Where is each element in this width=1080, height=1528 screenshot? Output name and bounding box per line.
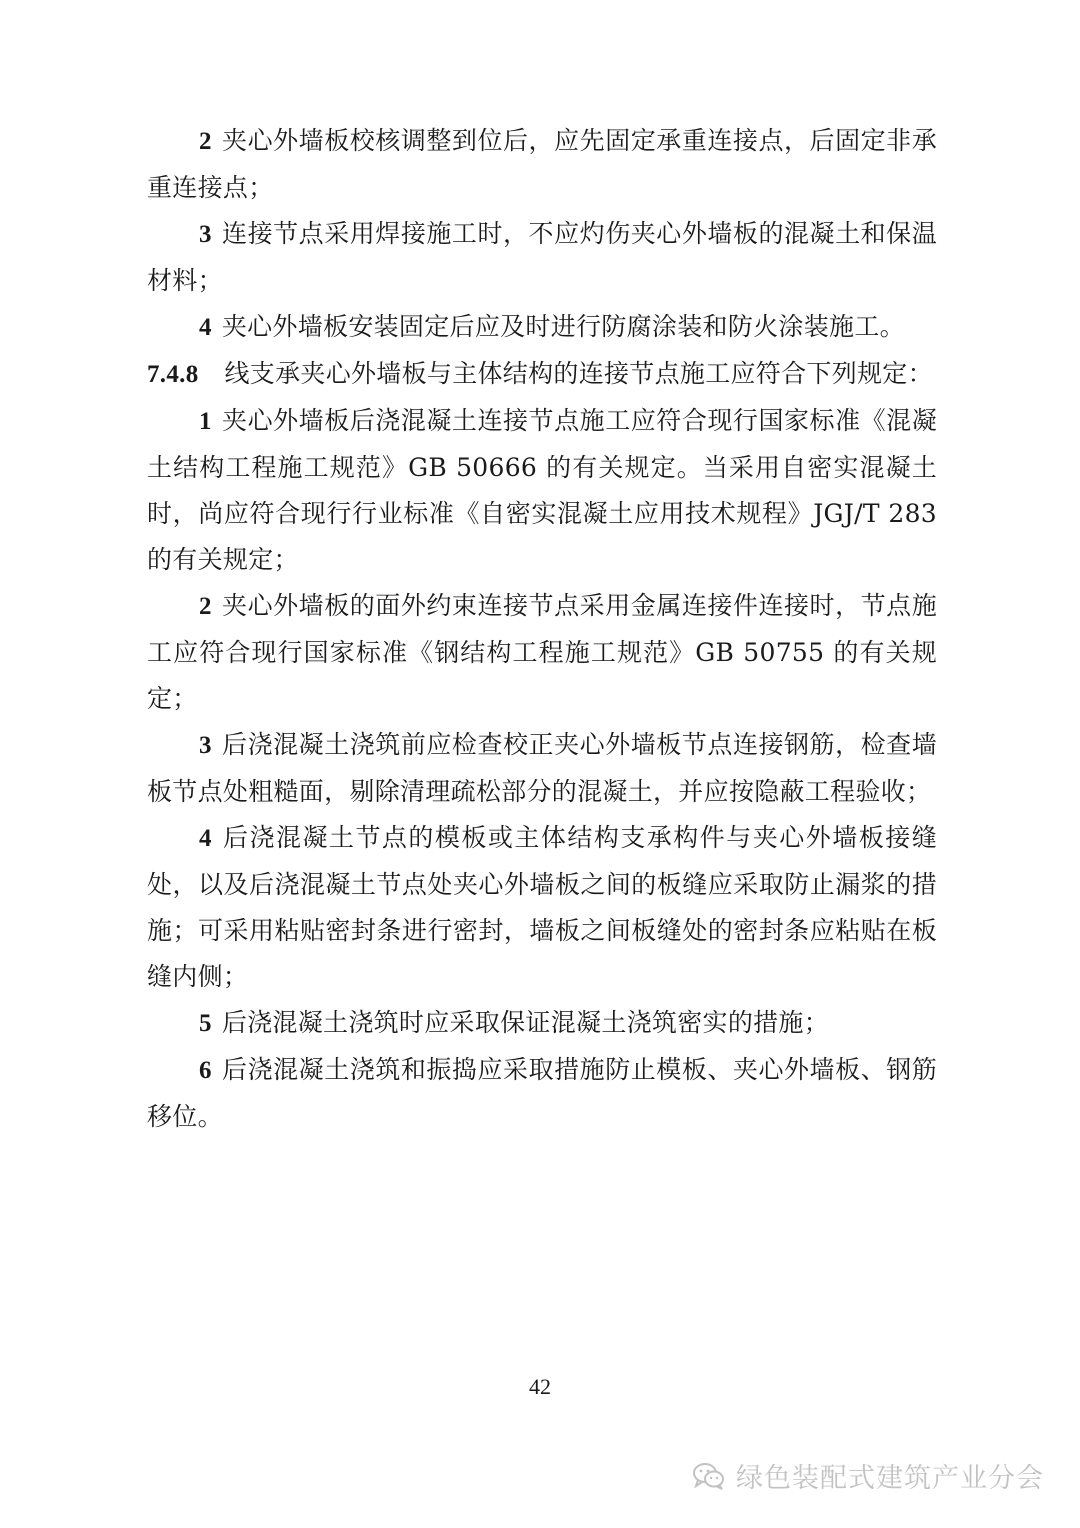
item-number: 2 xyxy=(199,593,212,620)
clause-item-5 xyxy=(147,1000,937,1047)
item-text: 夹心外墙板安装固定后应及时进行防腐涂装和防火涂装施工。 xyxy=(221,312,905,341)
clause-item-2 xyxy=(147,118,937,211)
section-clause-7-4-8 xyxy=(147,351,937,398)
clause-item-3 xyxy=(147,722,937,815)
item-text: 夹心外墙板的面外约束连接节点采用金属连接件连接时，节点施工应符合现行国家标准《钢结构工程施工规范》GB 50755 的有关规定； xyxy=(147,591,937,713)
item-number: 3 xyxy=(199,732,212,759)
item-number: 3 xyxy=(199,221,212,248)
item-text: 后浇混凝土浇筑和振捣应采取措施防止模板、夹心外墙板、钢筋移位。 xyxy=(147,1055,937,1131)
item-text: 连接节点采用焊接施工时，不应灼伤夹心外墙板的混凝土和保温材料； xyxy=(147,219,937,295)
item-number: 4 xyxy=(199,825,212,852)
page-number: 42 xyxy=(529,1374,551,1399)
item-number: 2 xyxy=(199,128,212,155)
item-text: 夹心外墙板后浇混凝土连接节点施工应符合现行国家标准《混凝土结构工程施工规范》GB 50666 的有关规定。当采用自密实混凝土时，尚应符合现行行业标准《自密实混凝土应用技术规程》JGJ/T 283 的有关规定； xyxy=(147,406,937,574)
clause-item-6 xyxy=(147,1047,937,1140)
wechat-icon xyxy=(692,1461,726,1491)
clause-item-3 xyxy=(147,211,937,304)
item-number: 4 xyxy=(199,314,212,341)
item-text: 后浇混凝土浇筑时应采取保证混凝土浇筑密实的措施； xyxy=(221,1008,830,1037)
item-number: 5 xyxy=(199,1010,212,1037)
clause-item-2 xyxy=(147,583,937,722)
item-text: 夹心外墙板校核调整到位后，应先固定承重连接点，后固定非承重连接点； xyxy=(147,126,937,202)
item-text: 后浇混凝土浇筑前应检查校正夹心外墙板节点连接钢筋，检查墙板节点处粗糙面，剔除清理疏松部分的混凝土，并应按隐蔽工程验收； xyxy=(147,730,937,806)
watermark xyxy=(692,1456,1044,1495)
clause-item-1 xyxy=(147,398,937,583)
watermark-text: 绿色装配式建筑产业分会 xyxy=(736,1463,1044,1494)
clause-item-4 xyxy=(147,815,937,1000)
item-text: 后浇混凝土节点的模板或主体结构支承构件与夹心外墙板接缝处，以及后浇混凝土节点处夹心外墙板之间的板缝应采取防止漏浆的措施；可采用粘贴密封条进行密封，墙板之间板缝处的密封条应粘贴在板缝内侧； xyxy=(147,823,937,991)
item-number: 6 xyxy=(199,1057,212,1084)
clause-item-4 xyxy=(147,304,937,351)
document-body xyxy=(147,118,937,1140)
section-text: 线支承夹心外墙板与主体结构的连接节点施工应符合下列规定： xyxy=(224,359,933,388)
item-number: 1 xyxy=(199,408,212,435)
section-number: 7.4.8 xyxy=(147,361,199,388)
